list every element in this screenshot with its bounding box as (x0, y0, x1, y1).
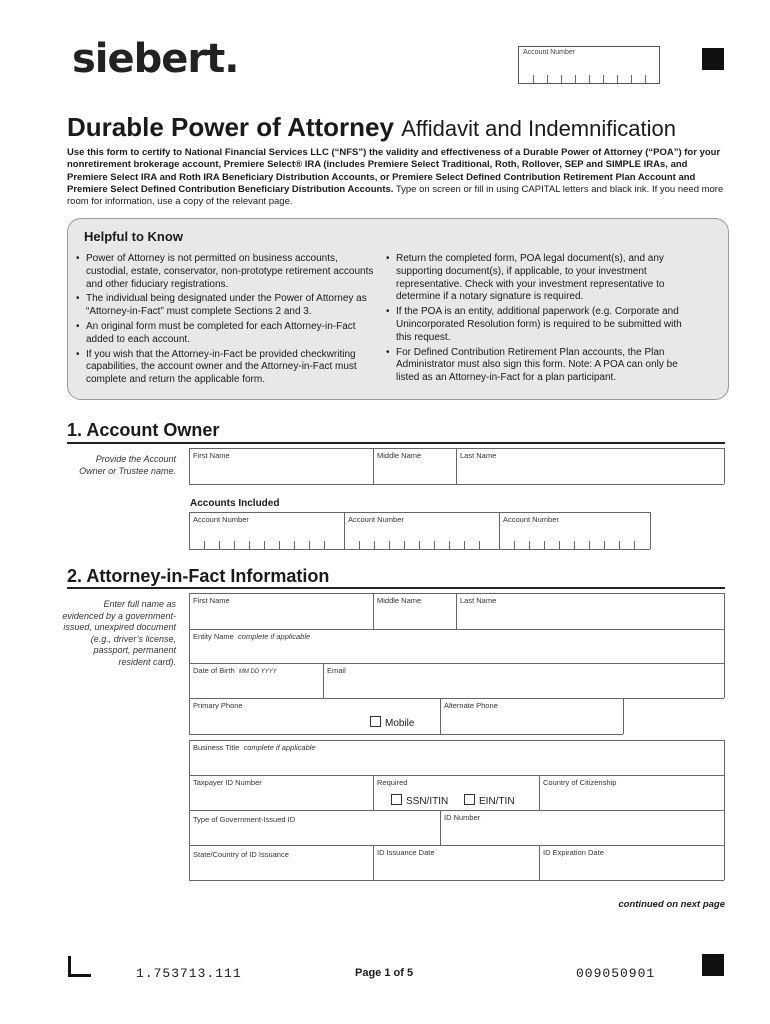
owner-last-name[interactable]: Last Name (456, 449, 724, 485)
section-1-rule (67, 442, 725, 444)
digit-ticks (519, 73, 659, 83)
business-title-group (189, 740, 725, 775)
help-item: • The individual being designated under the Power of Attorney as “Attorney-in-Fact” must complete Sections 2 and 3. (76, 293, 378, 319)
account-number-3[interactable]: Account Number (499, 513, 650, 550)
checkbox-icon (464, 794, 475, 805)
help-right-column (386, 253, 688, 387)
intro-bold: Use this form to certify to National Financial Services LLC (“NFS”) the validity and effectiveness of a Durable Power of Attorney (“POA”) for your nonretirement brokerage account, Premiere Select® IRA (includes Premiere Select Traditional, Roth, Rollover, SEP and SIMPLE IRAs, and Premiere Select IRA and Roth IRA Beneficiary Distribution Accounts, or Premiere Select Defined Contribution Retirement Plan Account and Premiere Select Defined Contribution Beneficiary Distribution Accounts. (67, 147, 721, 195)
checkbox-icon (370, 716, 381, 727)
siebert-logo: siebert. (72, 36, 239, 82)
checkbox-icon (391, 794, 402, 805)
intro-normal: Type on screen or fill in using CAPITAL letters and black ink. If you need more room for information, use a copy of the relevant page. (67, 183, 724, 208)
taxpayer-id-field[interactable]: Taxpayer ID Number (189, 776, 373, 811)
issuance-group (189, 845, 725, 880)
help-item: • Power of Attorney is not permitted on business accounts, custodial, estate, conservator, non-prototype retirement accounts and other fiduciary registrations. (76, 253, 378, 291)
business-title-field[interactable]: Business Title complete if applicable (189, 741, 724, 776)
form-code: 1.753713.111 (136, 966, 242, 981)
owner-first-name[interactable]: First Name (189, 449, 373, 485)
help-left-column (76, 253, 378, 389)
gov-id-group (189, 810, 725, 845)
id-expiration-date-field[interactable]: ID Expiration Date (539, 846, 724, 881)
section-2-rule (67, 587, 725, 589)
date-of-birth-field[interactable]: Date of Birth MM DD YYYY (189, 664, 323, 699)
taxpayer-group (189, 775, 725, 810)
owner-name-group (189, 448, 725, 484)
accounts-included-heading: Accounts Included (190, 498, 280, 509)
account-number-1[interactable]: Account Number (189, 513, 344, 550)
help-item: • For Defined Contribution Retirement Plan accounts, the Plan Administrator must also sign this form. Note: A POA can only be listed as an Attorney-in-Fact for a plan participant. (386, 347, 688, 385)
aif-middle-name[interactable]: Middle Name (373, 594, 456, 630)
primary-phone-field[interactable]: Primary Phone (189, 699, 440, 735)
alternate-phone-field[interactable]: Alternate Phone (440, 699, 623, 735)
aif-last-name[interactable]: Last Name (456, 594, 724, 630)
accounts-included-group (189, 512, 651, 549)
page-title (67, 112, 676, 143)
entity-group (189, 629, 725, 663)
page-number: Page 1 of 5 (355, 967, 414, 979)
help-title: Helpful to Know (84, 229, 183, 244)
ssn-itin-checkbox[interactable]: SSN/ITIN (391, 794, 448, 807)
aif-first-name[interactable]: First Name (189, 594, 373, 630)
title-sub: Affidavit and Indemnification (401, 116, 676, 141)
section-1-title: 1. Account Owner (67, 420, 220, 440)
account-number-field[interactable] (518, 46, 660, 84)
account-number-label: Account Number (523, 49, 576, 56)
title-main: Durable Power of Attorney (67, 112, 394, 142)
help-item: • If the POA is an entity, additional paperwork (e.g. Corporate and Unincorporated Resolution form) is required to be submitted with this request. (386, 306, 688, 344)
continued-note: continued on next page (618, 899, 725, 910)
help-item: • If you wish that the Attorney-in-Fact be provided checkwriting capabilities, the account owner and the Attorney-in-Fact must complete and return the applicable form. (76, 349, 378, 387)
citizenship-field[interactable]: Country of Citizenship (539, 776, 724, 811)
tax-id-type-field: Required (373, 776, 539, 811)
section-2-title: 2. Attorney-in-Fact Information (67, 566, 330, 586)
help-item: • Return the completed form, POA legal document(s), and any supporting document(s), if applicable, to your investment representative. Check with your investment representative to determine if a notary signature is required. (386, 253, 688, 304)
document-number: 009050901 (576, 966, 656, 981)
section-2-note: Enter full name as evidenced by a government-issued, unexpired document (e.g., driver’s license, passport, permanent resident card). (62, 599, 176, 667)
entity-name-field[interactable]: Entity Name complete if applicable (189, 630, 724, 664)
section-1-note: Provide the Account Owner or Trustee name. (79, 454, 176, 476)
helpful-to-know-box (67, 218, 729, 400)
crop-mark (68, 956, 91, 977)
state-country-field[interactable]: State/Country of ID Issuance (189, 846, 373, 881)
owner-middle-name[interactable]: Middle Name (373, 449, 456, 485)
account-number-2[interactable]: Account Number (344, 513, 499, 550)
email-field[interactable]: Email (323, 664, 724, 699)
ein-tin-checkbox[interactable]: EIN/TIN (464, 794, 515, 807)
aif-name-group (189, 593, 725, 629)
id-number-field[interactable]: ID Number (440, 811, 724, 846)
dob-email-group (189, 663, 725, 698)
registration-mark (702, 48, 724, 70)
gov-id-type-field[interactable]: Type of Government-Issued ID (189, 811, 440, 846)
registration-mark-bottom (702, 954, 724, 976)
mobile-checkbox[interactable]: Mobile (370, 716, 414, 729)
intro-text (67, 147, 727, 208)
id-issuance-date-field[interactable]: ID Issuance Date (373, 846, 539, 881)
help-item: • An original form must be completed for each Attorney-in-Fact added to each account. (76, 321, 378, 347)
